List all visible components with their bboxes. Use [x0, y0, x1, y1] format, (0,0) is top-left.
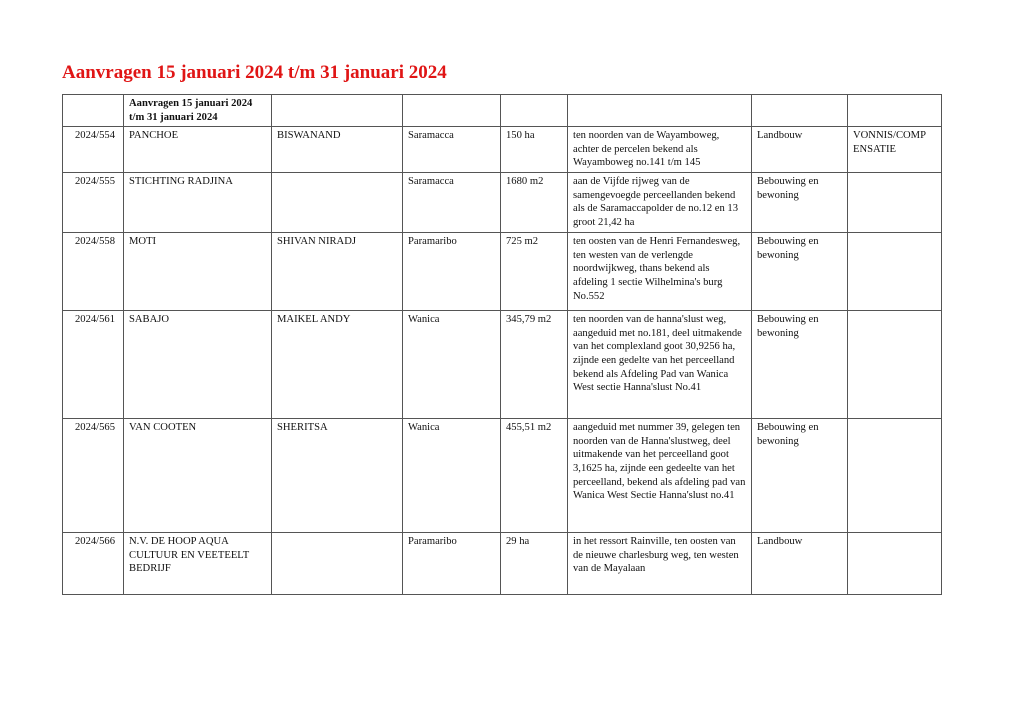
table-row — [63, 233, 942, 311]
cell-oppervlakte: 725 m2 — [501, 233, 568, 311]
cell-opmerking — [848, 233, 942, 311]
cell-nummer: 2024/566 — [63, 533, 124, 595]
cell-naam: N.V. DE HOOP AQUA CULTUUR EN VEETEELT BEDRIJF — [124, 533, 272, 595]
cell-nummer: 2024/561 — [63, 311, 124, 419]
cell-voornaam: MAIKEL ANDY — [272, 311, 403, 419]
header-cell — [403, 95, 501, 127]
cell-district: Wanica — [403, 419, 501, 533]
cell-naam: MOTI — [124, 233, 272, 311]
cell-ligging: ten oosten van de Henri Fernandesweg, ten westen van de verlengde noordwijkweg, thans bekend als afdeling 1 sectie Wilhelmina's burg No.552 — [568, 233, 752, 311]
applications-table — [62, 94, 942, 595]
table-row — [63, 311, 942, 419]
cell-naam: VAN COOTEN — [124, 419, 272, 533]
cell-opmerking — [848, 173, 942, 233]
cell-opmerking: VONNIS/COMP ENSATIE — [848, 127, 942, 173]
cell-district: Saramacca — [403, 127, 501, 173]
cell-opmerking — [848, 311, 942, 419]
cell-oppervlakte: 150 ha — [501, 127, 568, 173]
header-cell — [501, 95, 568, 127]
cell-doel: Bebouwing en bewoning — [752, 173, 848, 233]
header-cell — [568, 95, 752, 127]
cell-oppervlakte: 455,51 m2 — [501, 419, 568, 533]
cell-oppervlakte: 29 ha — [501, 533, 568, 595]
cell-doel: Bebouwing en bewoning — [752, 233, 848, 311]
cell-opmerking — [848, 419, 942, 533]
cell-district: Paramaribo — [403, 233, 501, 311]
cell-voornaam: SHERITSA — [272, 419, 403, 533]
cell-doel: Landbouw — [752, 127, 848, 173]
cell-naam: SABAJO — [124, 311, 272, 419]
header-cell — [63, 95, 124, 127]
cell-ligging: aan de Vijfde rijweg van de samengevoegde perceellanden bekend als de Saramaccapolder de no.12 en 13 groot 21,42 ha — [568, 173, 752, 233]
cell-doel: Landbouw — [752, 533, 848, 595]
table-row — [63, 173, 942, 233]
table-row — [63, 533, 942, 595]
table-body — [63, 95, 942, 595]
table-row — [63, 127, 942, 173]
cell-district: Saramacca — [403, 173, 501, 233]
cell-ligging: ten noorden van de hanna'slust weg, aangeduid met no.181, deel uitmakende van het complexland goot 30,9256 ha, zijnde een gedelte van het perceelland bekend als Afdeling Pad van Wanica West sectie Hanna'slust No.41 — [568, 311, 752, 419]
cell-voornaam: SHIVAN NIRADJ — [272, 233, 403, 311]
cell-oppervlakte: 345,79 m2 — [501, 311, 568, 419]
cell-nummer: 2024/555 — [63, 173, 124, 233]
cell-ligging: ten noorden van de Wayamboweg, achter de percelen bekend als Wayamboweg no.141 t/m 145 — [568, 127, 752, 173]
cell-nummer: 2024/558 — [63, 233, 124, 311]
cell-nummer: 2024/565 — [63, 419, 124, 533]
cell-oppervlakte: 1680 m2 — [501, 173, 568, 233]
table-header-row — [63, 95, 942, 127]
cell-voornaam — [272, 533, 403, 595]
cell-district: Paramaribo — [403, 533, 501, 595]
cell-doel: Bebouwing en bewoning — [752, 311, 848, 419]
cell-doel: Bebouwing en bewoning — [752, 419, 848, 533]
cell-opmerking — [848, 533, 942, 595]
cell-ligging: in het ressort Rainville, ten oosten van de nieuwe charlesburg weg, ten westen van de Mayalaan — [568, 533, 752, 595]
cell-naam: PANCHOE — [124, 127, 272, 173]
header-cell — [752, 95, 848, 127]
table-row — [63, 419, 942, 533]
header-cell — [272, 95, 403, 127]
header-cell: Aanvragen 15 januari 2024 t/m 31 januari 2024 — [124, 95, 272, 127]
header-cell — [848, 95, 942, 127]
cell-district: Wanica — [403, 311, 501, 419]
page-title: Aanvragen 15 januari 2024 t/m 31 januari 2024 — [62, 62, 447, 83]
cell-voornaam — [272, 173, 403, 233]
cell-naam: STICHTING RADJINA — [124, 173, 272, 233]
cell-ligging: aangeduid met nummer 39, gelegen ten noorden van de Hanna'slustweg, deel uitmakende van het perceelland goot 3,1625 ha, zijnde een gedeelte van het perceelland, bekend als afdeling pad van Wanica West Sectie Hanna'slust no.41 — [568, 419, 752, 533]
cell-voornaam: BISWANAND — [272, 127, 403, 173]
cell-nummer: 2024/554 — [63, 127, 124, 173]
